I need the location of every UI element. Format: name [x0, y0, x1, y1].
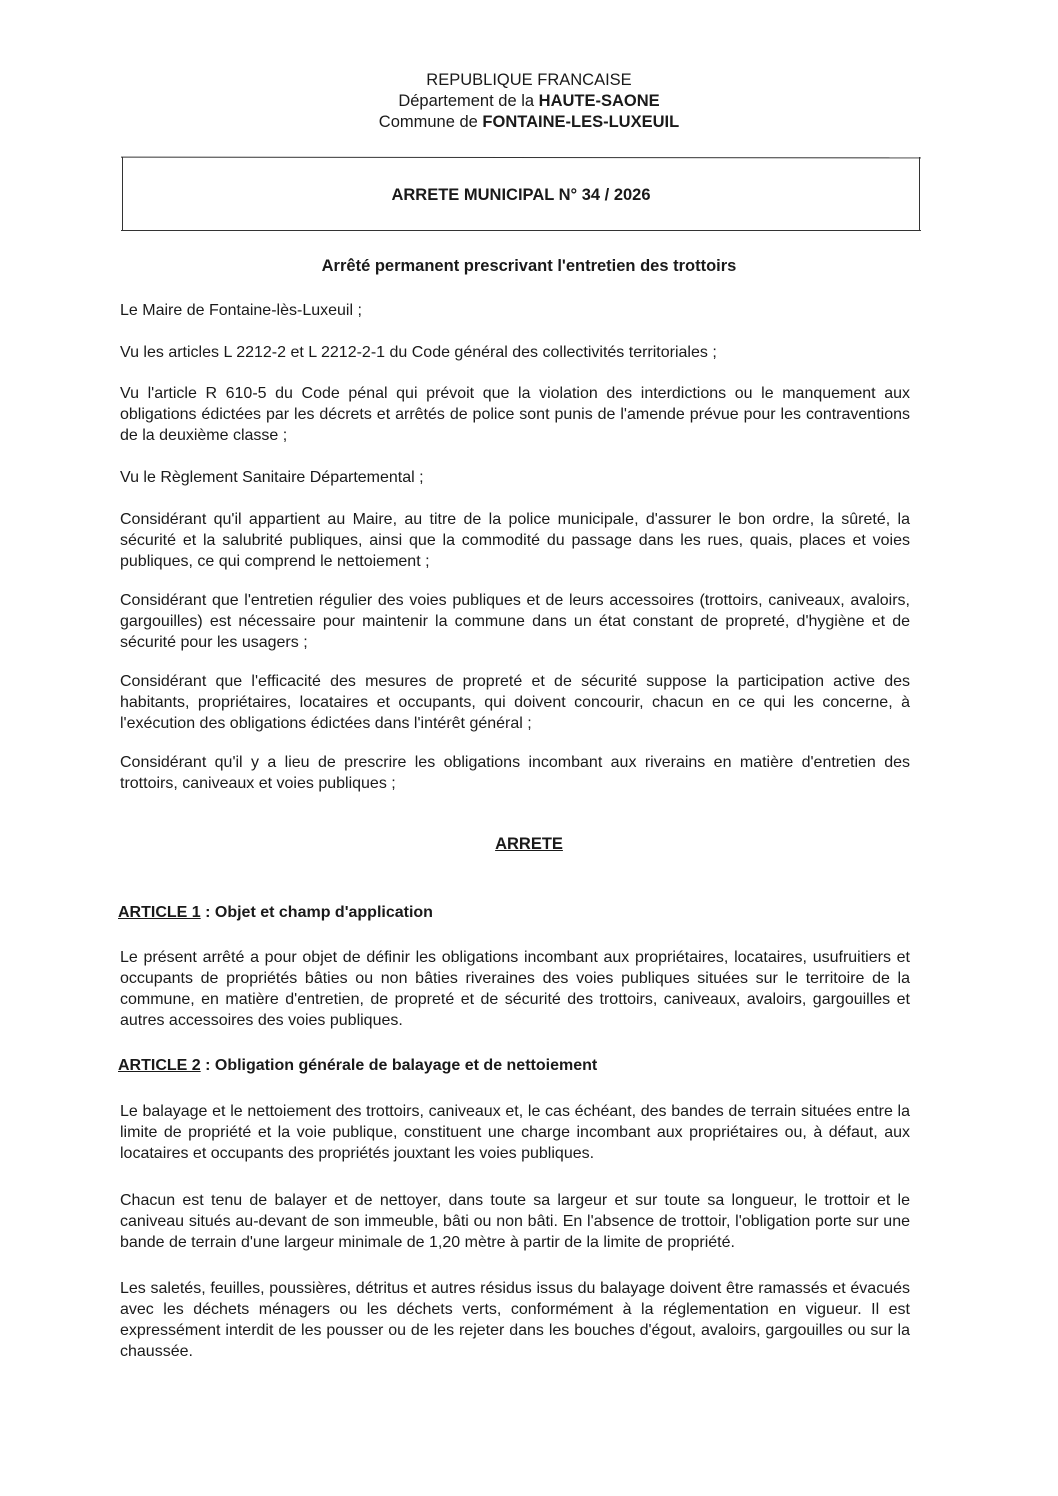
preamble-paragraph: Vu l'article R 610-5 du Code pénal qui prévoit que la violation des interdictions ou le manquement aux obligations édictées par les décrets et arrêtés de police sont punis de l'amende prévue pour les contraventions de la deuxième classe ; — [120, 385, 910, 444]
header-country: REPUBLIQUE FRANCAISE — [426, 71, 632, 89]
document-header — [0, 70, 1058, 133]
preamble-paragraph: Vu le Règlement Sanitaire Départemental ; — [120, 469, 424, 486]
preamble-paragraph: Considérant que l'entretien régulier des voies publiques et de leurs accessoires (trottoirs, caniveaux, avaloirs, gargouilles) est nécessaire pour maintenir la commune dans un état constant de propreté, d'hygiène et de sécurité pour les usagers ; — [120, 592, 910, 651]
article-1-paragraph: Le présent arrêté a pour objet de définir les obligations incombant aux propriétaires, locataires, usufruitiers et occupants de propriétés bâties ou non bâties riveraines des voies publiques situées sur le territoire de la commune, en matière d'entretien, de propreté et de sécurité des trottoirs, caniveaux, avaloirs, gargouilles et autres accessoires des voies publiques. — [120, 949, 910, 1029]
preamble-paragraph: Considérant qu'il y a lieu de prescrire les obligations incombant aux riverains en matière d'entretien des trottoirs, caniveaux et voies publiques ; — [120, 754, 910, 792]
title-box-bottom-rule — [121, 230, 921, 231]
title-box-top-rule — [121, 157, 921, 159]
title-box — [122, 157, 920, 231]
preamble-paragraph: Vu les articles L 2212-2 et L 2212-2-1 du Code général des collectivités territoriales ; — [120, 344, 717, 361]
decree-subject: Arrêté permanent prescrivant l'entretien des trottoirs — [321, 257, 737, 275]
header-commune: Commune de FONTAINE-LES-LUXEUIL — [378, 113, 680, 131]
article-1-heading: ARTICLE 1 : Objet et champ d'application — [118, 904, 433, 921]
preamble-paragraph: Considérant qu'il appartient au Maire, au titre de la police municipale, d'assurer le bon ordre, la sûreté, la sécurité et la salubrité publiques, ainsi que la commodité du passage dans les rues, quais, places et voies publiques, ce qui comprend le nettoiement ; — [120, 511, 910, 570]
preamble-paragraph: Le Maire de Fontaine-lès-Luxeuil ; — [120, 302, 362, 319]
arrete-heading: ARRETE — [495, 835, 563, 853]
decree-title: ARRETE MUNICIPAL N° 34 / 2026 — [391, 186, 651, 204]
preamble-paragraph: Considérant que l'efficacité des mesures de propreté et de sécurité suppose la participation active des habitants, propriétaires, locataires et occupants, qui doivent concourir, chacun en ce qui les concerne, à l'exécution des obligations édictées dans l'intérêt général ; — [120, 673, 910, 732]
article-2-paragraph: Chacun est tenu de balayer et de nettoyer, dans toute sa largeur et sur toute sa longueur, le trottoir et le caniveau situés au-devant de son immeuble, bâti ou non bâti. En l'absence de trottoir, l'obligation porte sur une bande de terrain d'une largeur minimale de 1,20 mètre à partir de la limite de propriété. — [120, 1192, 910, 1251]
header-department: Département de la HAUTE-SAONE — [398, 92, 660, 110]
article-2-paragraph: Les saletés, feuilles, poussières, détritus et autres résidus issus du balayage doivent être ramassés et évacués avec les déchets ménagers ou les déchets verts, conformément à la réglementation en vigueur. Il est expressément interdit de les pousser ou de les rejeter dans les bouches d'égout, avaloirs, gargouilles ou sur la chaussée. — [120, 1280, 910, 1360]
article-2-paragraph: Le balayage et le nettoiement des trottoirs, caniveaux et, le cas échéant, des bandes de terrain situées entre la limite de propriété et la voie publique, constituent une charge incombant aux propriétaires ou, à défaut, aux locataires et occupants des propriétés jouxtant les voies publiques. — [120, 1103, 910, 1162]
article-2-heading: ARTICLE 2 : Obligation générale de balayage et de nettoiement — [118, 1057, 598, 1074]
